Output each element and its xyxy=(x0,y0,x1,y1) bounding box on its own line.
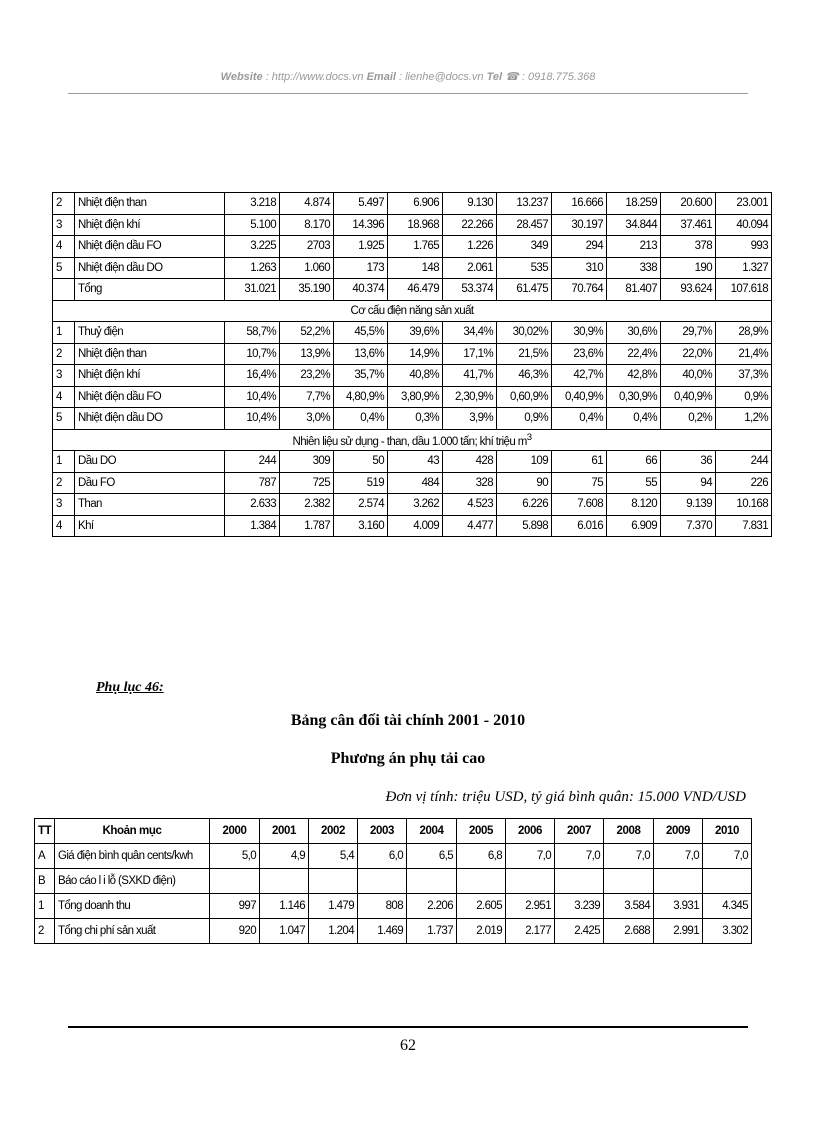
cell-value: 1,2% xyxy=(716,408,772,430)
column-header: 2005 xyxy=(457,819,506,844)
cell-value: 23,2% xyxy=(280,365,334,387)
cell-value: 7,0 xyxy=(604,844,654,869)
cell-value: 58,7% xyxy=(225,322,280,344)
cell-value: 5,4 xyxy=(309,844,358,869)
cell-value: 1.479 xyxy=(309,894,358,919)
row-number: 5 xyxy=(53,257,75,279)
table-row xyxy=(53,236,772,258)
financial-table-header xyxy=(35,819,752,844)
cell-value: 21,5% xyxy=(497,343,552,365)
cell-value: 1.226 xyxy=(443,236,497,258)
cell-value: 3,80,9% xyxy=(388,386,443,408)
cell-value xyxy=(604,869,654,894)
row-label: Nhiệt điện dầu DO xyxy=(75,408,225,430)
financial-table-body xyxy=(35,844,752,944)
cell-value: 7,0 xyxy=(506,844,555,869)
cell-value: 5.497 xyxy=(334,193,388,215)
cell-value: 2,30,9% xyxy=(443,386,497,408)
table-row xyxy=(35,894,752,919)
section-title-sup: 3 xyxy=(526,431,532,443)
cell-value: 10,4% xyxy=(225,408,280,430)
cell-value: 2.688 xyxy=(604,919,654,944)
table-row xyxy=(35,869,752,894)
row-number xyxy=(53,279,75,301)
cell-value: 28,9% xyxy=(716,322,772,344)
cell-value: 36 xyxy=(661,451,716,473)
cell-value: 40,0% xyxy=(661,365,716,387)
cell-value xyxy=(654,869,703,894)
column-header: Khoản mục xyxy=(55,819,210,844)
cell-value: 997 xyxy=(210,894,260,919)
cell-value: 0,40,9% xyxy=(661,386,716,408)
cell-value: 3.225 xyxy=(225,236,280,258)
cell-value: 13.237 xyxy=(497,193,552,215)
cell-value: 2.425 xyxy=(555,919,604,944)
section-title xyxy=(53,300,772,322)
cell-value: 226 xyxy=(716,472,772,494)
cell-value: 10.168 xyxy=(716,494,772,516)
cell-value xyxy=(358,869,407,894)
row-label: Thuỷ điện xyxy=(75,322,225,344)
row-number: 3 xyxy=(53,214,75,236)
cell-value: 18.259 xyxy=(607,193,661,215)
cell-value: 0,4% xyxy=(334,408,388,430)
cell-value: 43 xyxy=(388,451,443,473)
table-row xyxy=(53,365,772,387)
footer-divider xyxy=(68,1026,748,1028)
cell-value: 8.120 xyxy=(607,494,661,516)
cell-value: 484 xyxy=(388,472,443,494)
cell-value: 75 xyxy=(552,472,607,494)
cell-value: 294 xyxy=(552,236,607,258)
tel-text: ☎ : 0918.775.368 xyxy=(502,71,596,83)
cell-value: 0,2% xyxy=(661,408,716,430)
cell-value: 4.523 xyxy=(443,494,497,516)
row-label: Dầu FO xyxy=(75,472,225,494)
cell-value: 35,7% xyxy=(334,365,388,387)
financial-table xyxy=(34,818,752,944)
cell-value: 4.874 xyxy=(280,193,334,215)
cell-value: 16.666 xyxy=(552,193,607,215)
cell-value: 37,3% xyxy=(716,365,772,387)
cell-value: 30,02% xyxy=(497,322,552,344)
cell-value: 2703 xyxy=(280,236,334,258)
cell-value: 37.461 xyxy=(661,214,716,236)
cell-value: 2.382 xyxy=(280,494,334,516)
row-number: 4 xyxy=(53,515,75,537)
website-text: : http://www.docs.vn xyxy=(262,71,367,83)
cell-value: 23.001 xyxy=(716,193,772,215)
cell-value: 50 xyxy=(334,451,388,473)
cell-value: 42,7% xyxy=(552,365,607,387)
cell-value: 30,9% xyxy=(552,322,607,344)
cell-value: 428 xyxy=(443,451,497,473)
column-header: 2006 xyxy=(506,819,555,844)
cell-value xyxy=(210,869,260,894)
cell-value: 7.370 xyxy=(661,515,716,537)
cell-value: 2.991 xyxy=(654,919,703,944)
row-label: Nhiệt điện dầu FO xyxy=(75,236,225,258)
cell-value: 0,4% xyxy=(607,408,661,430)
cell-value: 90 xyxy=(497,472,552,494)
column-header: TT xyxy=(35,819,55,844)
tel-label: Tel xyxy=(486,71,503,83)
cell-value: 39,6% xyxy=(388,322,443,344)
cell-value: 4.477 xyxy=(443,515,497,537)
column-header: 2009 xyxy=(654,819,703,844)
cell-value: 17,1% xyxy=(443,343,497,365)
cell-value: 46,3% xyxy=(497,365,552,387)
cell-value: 9.139 xyxy=(661,494,716,516)
cell-value: 1.737 xyxy=(407,919,457,944)
cell-value: 16,4% xyxy=(225,365,280,387)
row-number: 5 xyxy=(53,408,75,430)
cell-value: 6.226 xyxy=(497,494,552,516)
row-label: Than xyxy=(75,494,225,516)
cell-value: 18.968 xyxy=(388,214,443,236)
cell-value: 190 xyxy=(661,257,716,279)
table-row xyxy=(53,408,772,430)
row-label: Tổng doanh thu xyxy=(55,894,210,919)
cell-value: 0,30,9% xyxy=(607,386,661,408)
cell-value: 6.906 xyxy=(388,193,443,215)
cell-value: 61.475 xyxy=(497,279,552,301)
cell-value: 1.469 xyxy=(358,919,407,944)
cell-value: 6,0 xyxy=(358,844,407,869)
cell-value xyxy=(260,869,309,894)
cell-value: 3.218 xyxy=(225,193,280,215)
row-number: 2 xyxy=(53,472,75,494)
cell-value: 40.094 xyxy=(716,214,772,236)
row-label: Khí xyxy=(75,515,225,537)
cell-value: 5,0 xyxy=(210,844,260,869)
cell-value: 3.262 xyxy=(388,494,443,516)
row-label: Dầu DO xyxy=(75,451,225,473)
cell-value: 3,0% xyxy=(280,408,334,430)
section-title-text: Nhiên liệu sử dụng - than, dầu 1.000 tấn; khí triệu m xyxy=(292,435,527,448)
cell-value xyxy=(407,869,457,894)
cell-value: 40,8% xyxy=(388,365,443,387)
row-label: Báo cáo l i lỗ (SXKD điện) xyxy=(55,869,210,894)
cell-value: 52,2% xyxy=(280,322,334,344)
table-row xyxy=(35,919,752,944)
column-header: 2007 xyxy=(555,819,604,844)
cell-value: 7.831 xyxy=(716,515,772,537)
cell-value xyxy=(555,869,604,894)
section-title-text: Cơ cấu điện năng sản xuất xyxy=(350,304,474,317)
cell-value: 309 xyxy=(280,451,334,473)
cell-value: 22,4% xyxy=(607,343,661,365)
cell-value: 2.951 xyxy=(506,894,555,919)
cell-value: 4.009 xyxy=(388,515,443,537)
cell-value: 10,4% xyxy=(225,386,280,408)
cell-value: 6.016 xyxy=(552,515,607,537)
table-row xyxy=(35,844,752,869)
row-number: A xyxy=(35,844,55,869)
column-header: 2000 xyxy=(210,819,260,844)
cell-value: 70.764 xyxy=(552,279,607,301)
table-subtitle: Phương án phụ tải cao xyxy=(330,750,486,767)
cell-value: 213 xyxy=(607,236,661,258)
table-title: Bảng cân đối tài chính 2001 - 2010 xyxy=(290,712,526,729)
unit-note: Đơn vị tính: triệu USD, tỷ giá bình quân: 15.000 VND/USD xyxy=(385,789,746,805)
cell-value: 46.479 xyxy=(388,279,443,301)
cell-value: 8.170 xyxy=(280,214,334,236)
cell-value: 109 xyxy=(497,451,552,473)
cell-value: 0,3% xyxy=(388,408,443,430)
table-row xyxy=(53,451,772,473)
cell-value: 1.204 xyxy=(309,919,358,944)
table-row xyxy=(53,386,772,408)
cell-value: 244 xyxy=(225,451,280,473)
cell-value: 45,5% xyxy=(334,322,388,344)
header-divider xyxy=(68,93,748,94)
section-row xyxy=(53,300,772,322)
cell-value: 61 xyxy=(552,451,607,473)
column-header: 2004 xyxy=(407,819,457,844)
cell-value: 328 xyxy=(443,472,497,494)
cell-value: 6,5 xyxy=(407,844,457,869)
column-header: 2003 xyxy=(358,819,407,844)
cell-value: 5.898 xyxy=(497,515,552,537)
cell-value: 148 xyxy=(388,257,443,279)
cell-value: 30,6% xyxy=(607,322,661,344)
cell-value: 920 xyxy=(210,919,260,944)
row-number: 4 xyxy=(53,386,75,408)
cell-value: 9.130 xyxy=(443,193,497,215)
column-header: 2001 xyxy=(260,819,309,844)
row-number: 1 xyxy=(35,894,55,919)
cell-value: 7,0 xyxy=(654,844,703,869)
cell-value: 7,0 xyxy=(703,844,752,869)
cell-value: 310 xyxy=(552,257,607,279)
cell-value: 7.608 xyxy=(552,494,607,516)
cell-value: 34,4% xyxy=(443,322,497,344)
cell-value: 28.457 xyxy=(497,214,552,236)
cell-value: 22,0% xyxy=(661,343,716,365)
column-header: 2010 xyxy=(703,819,752,844)
cell-value: 787 xyxy=(225,472,280,494)
cell-value: 2.605 xyxy=(457,894,506,919)
cell-value: 2.019 xyxy=(457,919,506,944)
row-label: Nhiệt điện khí xyxy=(75,214,225,236)
cell-value: 14,9% xyxy=(388,343,443,365)
column-header: 2008 xyxy=(604,819,654,844)
row-label: Tổng xyxy=(75,279,225,301)
page-number: 62 xyxy=(400,1037,416,1054)
table-row xyxy=(53,515,772,537)
cell-value: 4,9 xyxy=(260,844,309,869)
cell-value: 7,7% xyxy=(280,386,334,408)
cell-value xyxy=(309,869,358,894)
row-number: 3 xyxy=(53,494,75,516)
table-row xyxy=(53,322,772,344)
cell-value: 53.374 xyxy=(443,279,497,301)
cell-value: 2.574 xyxy=(334,494,388,516)
cell-value: 1.787 xyxy=(280,515,334,537)
row-number: 2 xyxy=(35,919,55,944)
row-label: Giá điện bình quân cents/kwh xyxy=(55,844,210,869)
cell-value: 34.844 xyxy=(607,214,661,236)
table-row xyxy=(53,472,772,494)
cell-value xyxy=(506,869,555,894)
cell-value: 29,7% xyxy=(661,322,716,344)
section-title xyxy=(53,429,772,451)
cell-value: 535 xyxy=(497,257,552,279)
cell-value: 338 xyxy=(607,257,661,279)
cell-value: 107.618 xyxy=(716,279,772,301)
cell-value: 3.160 xyxy=(334,515,388,537)
cell-value: 2.206 xyxy=(407,894,457,919)
cell-value: 2.633 xyxy=(225,494,280,516)
table-row xyxy=(53,214,772,236)
row-label: Nhiệt điện than xyxy=(75,193,225,215)
email-text: : lienhe@docs.vn xyxy=(395,71,487,83)
cell-value: 0,60,9% xyxy=(497,386,552,408)
cell-value xyxy=(703,869,752,894)
section-row xyxy=(53,429,772,451)
cell-value: 3.931 xyxy=(654,894,703,919)
table-row xyxy=(53,257,772,279)
cell-value: 244 xyxy=(716,451,772,473)
cell-value: 1.060 xyxy=(280,257,334,279)
cell-value: 22.266 xyxy=(443,214,497,236)
cell-value: 1.047 xyxy=(260,919,309,944)
cell-value: 13,6% xyxy=(334,343,388,365)
cell-value: 6.909 xyxy=(607,515,661,537)
cell-value xyxy=(457,869,506,894)
cell-value: 31.021 xyxy=(225,279,280,301)
email-label: Email xyxy=(366,71,396,83)
table-row xyxy=(53,193,772,215)
cell-value: 378 xyxy=(661,236,716,258)
cell-value: 55 xyxy=(607,472,661,494)
cell-value: 2.061 xyxy=(443,257,497,279)
cell-value: 66 xyxy=(607,451,661,473)
cell-value: 1.384 xyxy=(225,515,280,537)
cell-value: 1.146 xyxy=(260,894,309,919)
cell-value: 30.197 xyxy=(552,214,607,236)
cell-value: 993 xyxy=(716,236,772,258)
table-row xyxy=(53,279,772,301)
cell-value: 3.239 xyxy=(555,894,604,919)
table-row xyxy=(53,343,772,365)
cell-value: 519 xyxy=(334,472,388,494)
cell-value: 0,40,9% xyxy=(552,386,607,408)
cell-value: 1.925 xyxy=(334,236,388,258)
cell-value: 4.345 xyxy=(703,894,752,919)
row-number: 2 xyxy=(53,343,75,365)
cell-value: 21,4% xyxy=(716,343,772,365)
cell-value: 0,4% xyxy=(552,408,607,430)
cell-value: 94 xyxy=(661,472,716,494)
cell-value: 1.765 xyxy=(388,236,443,258)
cell-value: 5.100 xyxy=(225,214,280,236)
cell-value: 13,9% xyxy=(280,343,334,365)
energy-table xyxy=(52,192,772,537)
cell-value: 0,9% xyxy=(497,408,552,430)
website-label: Website xyxy=(220,71,263,83)
cell-value: 349 xyxy=(497,236,552,258)
column-header: 2002 xyxy=(309,819,358,844)
cell-value: 173 xyxy=(334,257,388,279)
row-label: Tổng chi phí sản xuất xyxy=(55,919,210,944)
row-label: Nhiệt điện khí xyxy=(75,365,225,387)
cell-value: 725 xyxy=(280,472,334,494)
row-label: Nhiệt điện than xyxy=(75,343,225,365)
row-number: 4 xyxy=(53,236,75,258)
cell-value: 3,9% xyxy=(443,408,497,430)
cell-value: 4,80,9% xyxy=(334,386,388,408)
cell-value: 35.190 xyxy=(280,279,334,301)
energy-table-body xyxy=(53,193,772,537)
row-number: 1 xyxy=(53,451,75,473)
appendix-label: Phụ lục 46: xyxy=(96,680,164,695)
row-number: B xyxy=(35,869,55,894)
cell-value: 1.327 xyxy=(716,257,772,279)
row-number: 3 xyxy=(53,365,75,387)
cell-value: 14.396 xyxy=(334,214,388,236)
cell-value: 93.624 xyxy=(661,279,716,301)
cell-value: 23,6% xyxy=(552,343,607,365)
cell-value: 1.263 xyxy=(225,257,280,279)
row-label: Nhiệt điện dầu FO xyxy=(75,386,225,408)
cell-value: 81.407 xyxy=(607,279,661,301)
page-header xyxy=(68,70,748,83)
cell-value: 2.177 xyxy=(506,919,555,944)
row-label: Nhiệt điện dầu DO xyxy=(75,257,225,279)
cell-value: 41,7% xyxy=(443,365,497,387)
cell-value: 20.600 xyxy=(661,193,716,215)
row-number: 2 xyxy=(53,193,75,215)
cell-value: 10,7% xyxy=(225,343,280,365)
table-row xyxy=(53,494,772,516)
cell-value: 40.374 xyxy=(334,279,388,301)
cell-value: 0,9% xyxy=(716,386,772,408)
cell-value: 808 xyxy=(358,894,407,919)
cell-value: 7,0 xyxy=(555,844,604,869)
cell-value: 3.302 xyxy=(703,919,752,944)
cell-value: 3.584 xyxy=(604,894,654,919)
cell-value: 42,8% xyxy=(607,365,661,387)
row-number: 1 xyxy=(53,322,75,344)
cell-value: 6,8 xyxy=(457,844,506,869)
